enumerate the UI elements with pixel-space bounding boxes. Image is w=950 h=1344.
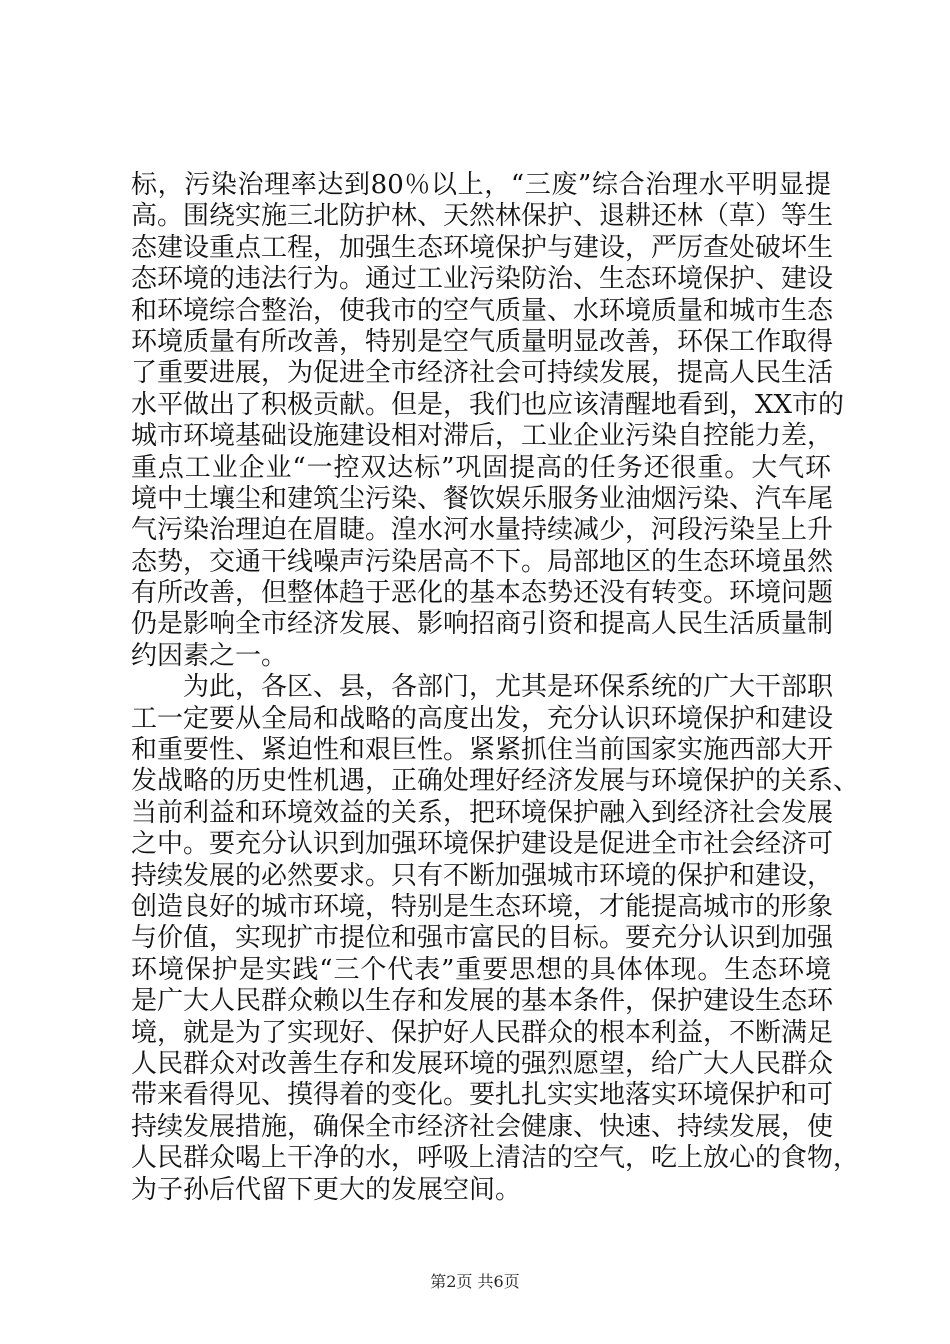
text-line: 态势，交通干线噪声污染居高不下。局部地区的生态环境虽然 — [131, 546, 834, 577]
text-line: 之中。要充分认识到加强环境保护建设是促进全市社会经济可 — [131, 829, 834, 860]
paragraph — [131, 672, 860, 1206]
page-footer: 第2页 共6页 — [430, 1272, 520, 1291]
text-line: 城市环境基础设施建设相对滞后，工业企业污染自控能力差， — [131, 421, 834, 452]
text-line: 和环境综合整治，使我市的空气质量、水环境质量和城市生态 — [131, 295, 834, 326]
text-line: 环境保护是实践“三个代表”重要思想的具体体现。生态环境 — [131, 954, 831, 985]
text-line: 水平做出了积极贡献。但是，我们也应该清醒地看到，XX市的 — [131, 389, 845, 420]
text-line: 境，就是为了实现好、保护好人民群众的根本利益，不断满足 — [131, 1017, 834, 1048]
text-line: 为此，各区、县，各部门，尤其是环保系统的广大干部职 — [131, 672, 834, 703]
text-line: 持续发展措施，确保全市经济社会健康、快速、持续发展，使 — [131, 1111, 834, 1142]
text-line: 当前利益和环境效益的关系，把环境保护融入到经济社会发展 — [131, 797, 834, 828]
text-line: 是广大人民群众赖以生存和发展的基本条件，保护建设生态环 — [131, 986, 834, 1017]
text-line: 态环境的违法行为。通过工业污染防治、生态环境保护、建设 — [131, 264, 834, 295]
text-line: 境中土壤尘和建筑尘污染、餐饮娱乐服务业油烟污染、汽车尾 — [131, 483, 834, 514]
text-line: 了重要进展，为促进全市经济社会可持续发展，提高人民生活 — [131, 358, 834, 389]
text-line: 发战略的历史性机遇，正确处理好经济发展与环境保护的关系、 — [131, 766, 860, 797]
text-line: 环境质量有所改善，特别是空气质量明显改善，环保工作取得 — [131, 326, 834, 357]
text-line: 人民群众喝上干净的水，呼吸上清洁的空气，吃上放心的食物， — [131, 1143, 860, 1174]
text-line: 持续发展的必然要求。只有不断加强城市环境的保护和建设， — [131, 860, 834, 891]
text-line: 与价值，实现扩市提位和强市富民的目标。要充分认识到加强 — [131, 923, 834, 954]
text-line: 高。围绕实施三北防护林、天然林保护、退耕还林（草）等生 — [131, 201, 834, 232]
text-line: 气污染治理迫在眉睫。湟水河水量持续减少，河段污染呈上升 — [131, 515, 834, 546]
text-line: 带来看得见、摸得着的变化。要扎扎实实地落实环境保护和可 — [131, 1080, 834, 1111]
text-line: 为子孙后代留下更大的发展空间。 — [131, 1174, 522, 1205]
text-line: 有所改善，但整体趋于恶化的基本态势还没有转变。环境问题 — [131, 578, 834, 609]
document-body — [131, 170, 860, 1206]
text-line: 仍是影响全市经济发展、影响招商引资和提高人民生活质量制 — [131, 609, 834, 640]
text-line: 工一定要从全局和战略的高度出发，充分认识环境保护和建设 — [131, 703, 834, 734]
text-line: 和重要性、紧迫性和艰巨性。紧紧抓住当前国家实施西部大开 — [131, 735, 834, 766]
paragraph — [131, 170, 845, 672]
text-line: 创造良好的城市环境，特别是生态环境，才能提高城市的形象 — [131, 891, 834, 922]
text-line: 重点工业企业“一控双达标”巩固提高的任务还很重。大气环 — [131, 452, 831, 483]
text-line: 约因素之一。 — [131, 640, 288, 671]
text-line: 态建设重点工程，加强生态环境保护与建设，严厉查处破坏生 — [131, 232, 834, 263]
text-line: 标，污染治理率达到80％以上，“三废”综合治理水平明显提 — [131, 170, 831, 200]
text-line: 人民群众对改善生存和发展环境的强烈愿望，给广大人民群众 — [131, 1048, 834, 1079]
